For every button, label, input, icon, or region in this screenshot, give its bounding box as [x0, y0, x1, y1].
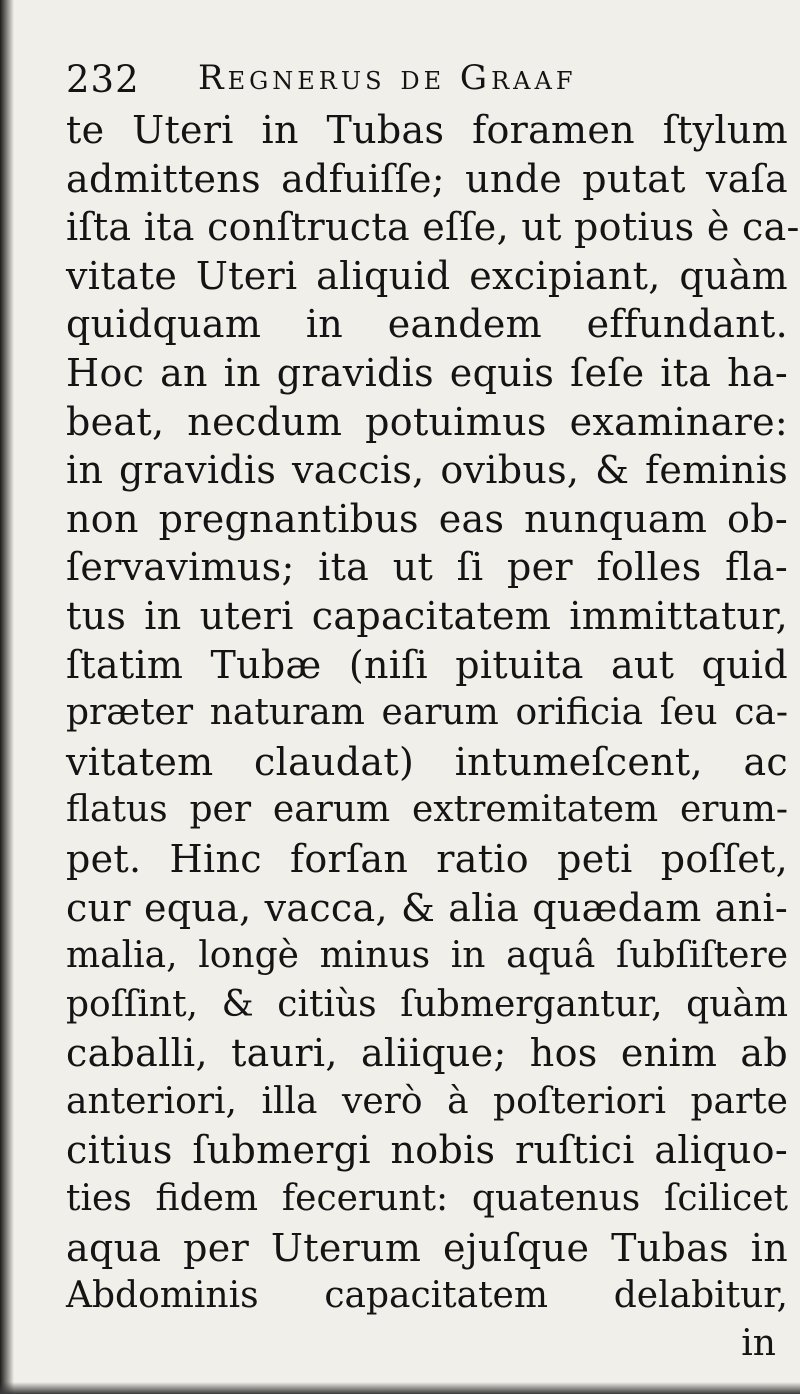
text-line: tus in uteri capacitatem immittatur,: [66, 593, 788, 638]
running-title: Regnerus de Graaf: [198, 58, 577, 98]
page-header: [66, 48, 756, 106]
text-line: Abdominis capacitatem delabitur,: [66, 1275, 788, 1317]
text-line: te Uteri in Tubas foramen ſtylum: [66, 108, 788, 152]
text-line: caballi, tauri, aliique; hos enim ab: [66, 1031, 788, 1076]
text-line: quidquam in eandem effundant.: [66, 302, 788, 347]
text-line: beat, necdum potuimus examinare:: [66, 399, 788, 444]
text-line: anteriori, illa verò à poſteriori parte: [66, 1080, 788, 1122]
text-line: pet. Hinc forſan ratio peti poſſet,: [66, 836, 788, 881]
text-line: ſervavimus; ita ut ſi per folles fla-: [66, 545, 788, 590]
text-line: malia, longè minus in aquâ ſubſiſtere: [66, 935, 788, 977]
text-line: citius ſubmergi nobis ruſtici aliquo-: [66, 1128, 788, 1173]
text-line: ties fidem fecerunt: quatenus ſcilicet: [66, 1178, 788, 1220]
text-line: vitatem claudat) intumeſcent, ac: [66, 739, 788, 784]
text-line: poſſint, & citiùs ſubmergantur, quàm: [66, 983, 788, 1025]
text-line: ſtatim Tubæ (niſi pituita aut quid: [66, 642, 788, 687]
text-line: cur equa, vacca, & alia quædam ani-: [66, 885, 788, 930]
page-number: 232: [66, 58, 140, 101]
text-line: non pregnantibus eas nunquam ob-: [66, 496, 788, 541]
body-text: [66, 106, 800, 1321]
text-line: in gravidis vaccis, ovibus, & feminis: [66, 448, 788, 493]
text-line: Hoc an in gravidis equis ſeſe ita ha-: [66, 350, 788, 395]
page-gutter-shadow: [0, 0, 14, 1394]
text-line: vitate Uteri aliquid excipiant, quàm: [66, 253, 788, 298]
text-line: iſta ita conſtructa eſſe, ut potius è ca-: [66, 205, 800, 250]
catchword: in: [741, 1323, 776, 1364]
text-line: admittens adfuiſſe; unde putat vaſa: [66, 156, 788, 201]
text-line: aqua per Uterum ejuſque Tubas in: [66, 1225, 788, 1270]
text-line: flatus per earum extremitatem erum-: [66, 789, 788, 831]
page-bottom-shadow: [0, 1382, 800, 1394]
text-line: præter naturam earum orificia ſeu ca-: [66, 692, 788, 734]
